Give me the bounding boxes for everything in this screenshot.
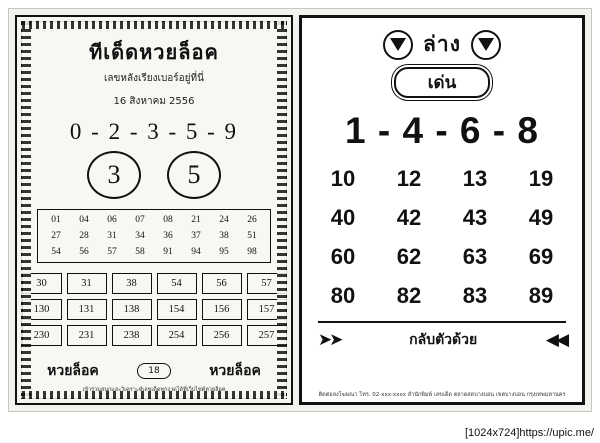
- triangle-down-icon: [383, 30, 413, 60]
- headline-word: ล่าง: [423, 32, 461, 56]
- left-footer-note: เข้าร่วมสนุกและวิเคราะห์เลขเด็ดทุกงวดได้ที่เว็บไซต์หวยล็อค: [82, 387, 226, 393]
- boxed-number: 57: [247, 273, 287, 294]
- boxed-number: 230: [22, 325, 62, 346]
- arrow-left-icon: ◀◀: [545, 330, 567, 350]
- draw-date: 16 สิงหาคม 2556: [113, 96, 195, 107]
- boxed-number: 131: [67, 299, 107, 320]
- emphasis-pill: เด่น: [394, 67, 490, 98]
- headline-numbers: 1 - 4 - 6 - 8: [345, 110, 539, 151]
- boxed-number: 154: [157, 299, 197, 320]
- table-row: [310, 166, 574, 192]
- footer-brand-right: หวยล็อค: [209, 363, 261, 379]
- boxed-number: 256: [202, 325, 242, 346]
- table-row: [310, 283, 574, 309]
- grid-cell: 28: [79, 231, 89, 241]
- grid-cell: 91: [163, 247, 173, 257]
- grid-cell: 01: [51, 215, 61, 225]
- grid-cell: 19: [528, 166, 554, 191]
- two-digit-number-grid: [310, 166, 574, 309]
- grid-cell: 54: [51, 247, 61, 257]
- circled-number: 5: [167, 151, 221, 199]
- boxed-number: 130: [22, 299, 62, 320]
- boxed-number: 257: [247, 325, 287, 346]
- grid-cell: 04: [79, 215, 89, 225]
- grid-cell: 63: [462, 244, 488, 269]
- page-number: 18: [137, 363, 171, 379]
- grid-cell: 27: [51, 231, 61, 241]
- boxed-number: 54: [157, 273, 197, 294]
- watermark-label: [1024x724]https://upic.me/: [464, 427, 594, 439]
- right-footer-note: ติดต่อลงโฆษณา โทร. 02-xxx-xxxx สำนักพิมพ์ เลขเด็ด ตลาดสดบางบอน เขตบางบอน กรุงเทพมหานคร: [318, 392, 566, 398]
- boxed-number-row: [22, 325, 287, 346]
- left-title: ทีเด็ดหวยล็อค: [89, 40, 219, 64]
- table-row: [310, 244, 574, 270]
- boxed-number-row: [22, 273, 287, 294]
- grid-cell: 12: [396, 166, 422, 191]
- grid-cell: 94: [191, 247, 201, 257]
- grid-cell: 49: [528, 205, 554, 230]
- grid-cell: 10: [330, 166, 356, 191]
- grid-cell: 21: [191, 215, 201, 225]
- reverse-note-label: กลับตัวด้วย: [409, 332, 478, 348]
- boxed-number: 38: [112, 273, 152, 294]
- boxed-number: 231: [67, 325, 107, 346]
- grid-cell: 26: [247, 215, 257, 225]
- decorative-border-left: [21, 22, 31, 398]
- circled-number: 3: [87, 151, 141, 199]
- grid-cell: 24: [219, 215, 229, 225]
- grid-cell: 13: [462, 166, 488, 191]
- boxed-number: 238: [112, 325, 152, 346]
- decorative-border-right: [277, 22, 287, 398]
- left-panel-inner: [21, 21, 287, 399]
- left-subtitle: เลขหลังเรียงเบอร์อยู่ที่นี่: [104, 73, 204, 84]
- lottery-sheet: [8, 8, 592, 412]
- footer-brand-left: หวยล็อค: [47, 363, 99, 379]
- two-digit-grid: [37, 209, 271, 263]
- grid-cell: 06: [107, 215, 117, 225]
- boxed-number: 30: [22, 273, 62, 294]
- boxed-number: 254: [157, 325, 197, 346]
- grid-cell: 40: [330, 205, 356, 230]
- grid-cell: 98: [247, 247, 257, 257]
- grid-cell: 43: [462, 205, 488, 230]
- triangle-down-icon: [471, 30, 501, 60]
- grid-cell: 95: [219, 247, 229, 257]
- grid-cell: 60: [330, 244, 356, 269]
- grid-cell: 34: [135, 231, 145, 241]
- grid-cell: 31: [107, 231, 117, 241]
- grid-cell: 38: [219, 231, 229, 241]
- grid-cell: 51: [247, 231, 257, 241]
- grid-cell: 82: [396, 283, 422, 308]
- grid-cell: 37: [191, 231, 201, 241]
- reverse-note-row: [318, 329, 566, 351]
- grid-cell: 42: [396, 205, 422, 230]
- grid-cell: 58: [135, 247, 145, 257]
- grid-cell: 69: [528, 244, 554, 269]
- boxed-number: 138: [112, 299, 152, 320]
- table-row: [310, 205, 574, 231]
- grid-cell: 89: [528, 283, 554, 308]
- grid-cell: 62: [396, 244, 422, 269]
- table-row: [42, 244, 266, 260]
- headline-row: [383, 28, 501, 61]
- boxed-number: 157: [247, 299, 287, 320]
- main-number-sequence: 0 - 2 - 3 - 5 - 9: [69, 119, 239, 144]
- table-row: [42, 228, 266, 244]
- circled-numbers: [87, 151, 221, 199]
- divider: [318, 321, 566, 323]
- right-panel: [299, 15, 585, 405]
- grid-cell: 08: [163, 215, 173, 225]
- grid-cell: 83: [462, 283, 488, 308]
- grid-cell: 80: [330, 283, 356, 308]
- boxed-number-row: [22, 299, 287, 320]
- grid-cell: 07: [135, 215, 145, 225]
- boxed-number: 156: [202, 299, 242, 320]
- boxed-number-rows: [22, 273, 287, 346]
- grid-cell: 57: [107, 247, 117, 257]
- left-panel: [15, 15, 293, 405]
- decorative-border-top: [22, 21, 286, 29]
- grid-cell: 56: [79, 247, 89, 257]
- table-row: [42, 212, 266, 228]
- left-footer: [28, 360, 280, 382]
- boxed-number: 56: [202, 273, 242, 294]
- grid-cell: 36: [163, 231, 173, 241]
- arrow-right-icon: ➤➤: [317, 330, 341, 350]
- boxed-number: 31: [67, 273, 107, 294]
